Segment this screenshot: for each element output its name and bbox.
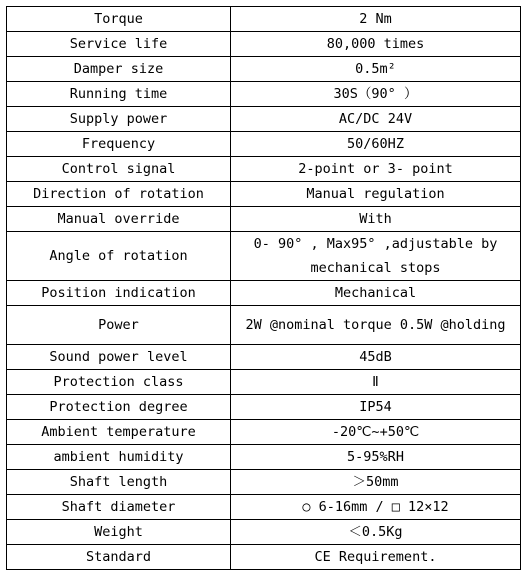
spec-value: With [231,207,521,232]
spec-label: ambient humidity [7,445,231,470]
table-row [7,232,521,281]
table-row [7,545,521,570]
spec-label: Protection class [7,370,231,395]
spec-value: 0- 90° , Max95° ,adjustable by mechanical stops [231,232,521,281]
spec-value: 30S（90° ） [231,82,521,107]
spec-value: 50/60HZ [231,132,521,157]
spec-label: Control signal [7,157,231,182]
table-row [7,107,521,132]
spec-value: 80,000 times [231,32,521,57]
table-row [7,395,521,420]
spec-label: Shaft length [7,470,231,495]
table-row [7,82,521,107]
spec-value: -20℃~+50℃ [231,420,521,445]
spec-label: Protection degree [7,395,231,420]
table-row [7,445,521,470]
spec-value: Mechanical [231,281,521,306]
spec-value: CE Requirement. [231,545,521,570]
spec-value: ＞50mm [231,470,521,495]
spec-value: 2W @nominal torque 0.5W @holding [231,306,521,345]
spec-label: Angle of rotation [7,232,231,281]
spec-label: Direction of rotation [7,182,231,207]
spec-label: Ambient temperature [7,420,231,445]
table-row [7,182,521,207]
table-row [7,132,521,157]
table-row [7,470,521,495]
spec-label: Standard [7,545,231,570]
spec-label: Shaft diameter [7,495,231,520]
table-row [7,157,521,182]
spec-value: 2 Nm [231,7,521,32]
spec-value: 45dB [231,345,521,370]
spec-label: Service life [7,32,231,57]
spec-value: 0.5m² [231,57,521,82]
spec-label: Torque [7,7,231,32]
spec-table [6,6,521,570]
table-row [7,345,521,370]
table-row [7,370,521,395]
spec-value: Ⅱ [231,370,521,395]
spec-value: 5-95%RH [231,445,521,470]
table-row [7,57,521,82]
spec-label: Sound power level [7,345,231,370]
spec-label: Power [7,306,231,345]
spec-label: Manual override [7,207,231,232]
spec-label: Supply power [7,107,231,132]
table-row [7,7,521,32]
table-row [7,32,521,57]
table-row [7,207,521,232]
spec-value: IP54 [231,395,521,420]
spec-value: AC/DC 24V [231,107,521,132]
spec-value: 2-point or 3- point [231,157,521,182]
spec-value: ＜0.5Kg [231,520,521,545]
table-row [7,281,521,306]
spec-label: Damper size [7,57,231,82]
spec-value: ○ 6-16mm / □ 12×12 [231,495,521,520]
table-row [7,520,521,545]
table-row [7,495,521,520]
table-row [7,306,521,345]
spec-label: Position indication [7,281,231,306]
spec-label: Running time [7,82,231,107]
spec-label: Weight [7,520,231,545]
table-row [7,420,521,445]
spec-label: Frequency [7,132,231,157]
spec-value: Manual regulation [231,182,521,207]
